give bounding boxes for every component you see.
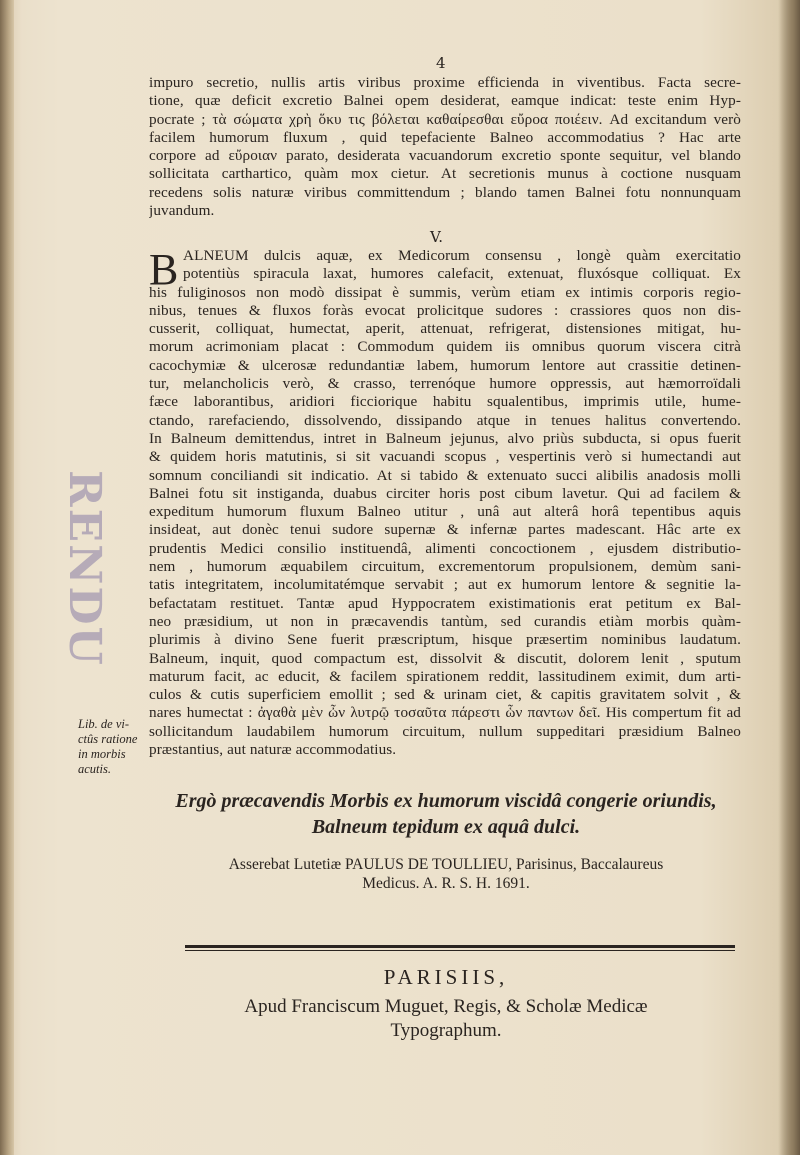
text-line: juvandum. [149,202,215,220]
imprint-printer [150,995,742,1043]
text-line: potentiùs spiracula laxat, humores calefacit, extenuat, fluxósque colliquat. Ex [183,265,741,283]
text-line: his fuliginosos non modò dissipat è summis, verùm etiam ex intimis corporis regio- [149,283,741,301]
thesis-line: Ergò præcavendis Morbis ex humorum viscidâ congerie oriundis, [175,790,717,812]
thesis-line: Balneum tepidum ex aquâ dulci. [311,816,581,838]
drop-cap: B [149,245,179,294]
margin-note-line: Lib. de vi- [78,717,130,731]
text-line: befactatam restituet. Tantæ apud Hyppocratem existimationis erat petitum ex Bal- [149,594,741,612]
imprint-printer-line2: Typographum. [390,1020,502,1041]
margin-note-line: in morbis [78,747,126,761]
divider-rule-thin [185,950,735,951]
margin-note-line: acutis. [78,762,111,776]
text-line: sollicitata carthartico, quàm mox cietur. At secretionis munus à coctione nusquam [149,165,741,183]
text-line: morum acrimoniam placat : Commodum quidem iis omnibus quorum viscera citrà [149,338,741,356]
page-edge [778,0,800,1155]
intro-paragraph [149,74,741,220]
assertion-text-line: Medicus. A. R. S. H. 1691. [362,875,530,892]
text-line: culos & cutis superficiem emollit ; sed & urinam ciet, & capitis gravitatem solvit , & [149,686,741,704]
text-line: pocrate ; τὰ σώματα χρὴ ὅκυ τις βόλεται καθαίρεσθαι εὔροα ποιέειν. Ad excitandum verò [149,110,741,128]
text-line: neo præsidium, ut non in præcavendis tantùm, sed curandis etiàm morbis quàm- [149,612,741,630]
page-number: 4 [436,54,446,72]
text-line: somnum conciliandi sit indicatio. At si tabido & extenuato succi alibilis anadosis molli [149,466,741,484]
text-line: nares humectat : ἀγαθὰ μὲν ὦν λυτρῷ τοσαῦτα πάρεστι ὧν παντων δεῖ. His compertum fit ad [149,704,741,722]
text-line: facilem humorum fluxum , quid tepefaciente Balneo accommodatius ? Hac arte [149,128,741,146]
text-line: præstantius, aut naturæ accommodatius. [149,741,397,759]
page-gutter [0,0,14,1155]
text-line: impuro secretio, nullis artis viribus proxime efficienda in viventibus. Facta secre- [149,74,741,91]
text-line: cacochymiæ & ulcerosæ redundantiæ labem, humorum lentore aut crassitie detinen- [149,356,741,374]
text-line: fæce laborantibus, aridiori ficciorique habitu squalentibus, imprimis utile, hume- [149,393,741,411]
text-line: plurimis à divino Sene fuerit præscriptum, hisque præsertim nominibus laudatum. [149,631,741,649]
thesis-statement [150,788,742,840]
margin-note-line: ctûs ratione [78,732,138,746]
text-line: & quidem horis matutinis, si sit vacuandi scopus , vespertinis verò si humectandi aut [149,448,741,466]
text-line: Balnei fotu sit instiganda, duabus circiter horis post cibum lavetur. Qui ad facilem & [149,484,741,502]
text-line: recedens solis naturæ viribus committendum ; blando tamen Balnei fotu nonnunquam [149,183,741,201]
text-line: ALNEUM dulcis aquæ, ex Medicorum consensu , longè quàm exercitatio [183,247,741,264]
text-line: corpore ad εὔροιαν parato, desiderata vacuandorum excretio sponte sequitur, vel blando [149,147,741,165]
imprint-printer-line1: Apud Franciscum Muguet, Regis, & Scholæ Medicæ [244,996,648,1017]
text-line: ctando, rarefaciendo, dissolvendo, dissipando atque in tenues halitus convertendo. [149,411,741,429]
text-line: cusserit, colliquat, humectat, aperit, attenuat, refrigerat, distensiones mitigat, hu- [149,320,741,338]
body-paragraph [149,247,741,759]
bleed-through-stamp: RENDU [59,470,110,667]
divider-rule [185,945,735,948]
text-line: maturum facit, ac educit, & facilem spirationem reddit, lassitudinem eximit, dum arti- [149,667,741,685]
text-line: expeditum humorum fluxum Balneo utitur , unâ aut alterâ horâ tepentibus aquis [149,503,741,521]
text-line: tione, quæ deficit excretio Balnei opem desiderat, eamque indicat: teste enim Hyp- [149,92,741,110]
text-line: nibus, tenues & fluxos foràs evocat prolicitque sudores : crassiores quos non dis- [149,301,741,319]
assertion-text-line: Asserebat Lutetiæ PAULUS DE TOULLIEU, Parisinus, Baccalaureus [228,856,664,873]
text-line: tatis integritatem, incolumitatémque servabit ; aut ex humorum lentore & segnitie la- [149,576,741,594]
text-line: sollicitandum laudabilem humorum circuitum, nullum suppeditari præsidium Balneo [149,722,741,740]
text-line: Balneum, inquit, quod compactum est, dissolvit & discutit, dolorem lenit , sputum [149,649,741,667]
text-line: In Balneum demittendus, intret in Balneum jejunus, alvo priùs subducta, si opus fuerit [149,429,741,447]
assertion-line [150,855,742,893]
text-line: tur, melancholicis verò, & crasso, terrenóque humore oppressis, aut hæmorroïdali [149,375,741,393]
imprint-city: PARISIIS, [383,965,509,989]
text-line: prudentis Medici consilio instituendâ, alimenti concoctionem , ejusdem distributio- [149,539,741,557]
text-line: nem , humorum æquabilem circuitum, excrementorum propulsionem, demùm sani- [149,558,741,576]
margin-note [78,717,150,777]
section-number: V. [430,228,443,246]
text-line: insideat, aut donèc tenui sudore supernæ & infernæ partes madescant. Hâc arte ex [149,521,741,539]
